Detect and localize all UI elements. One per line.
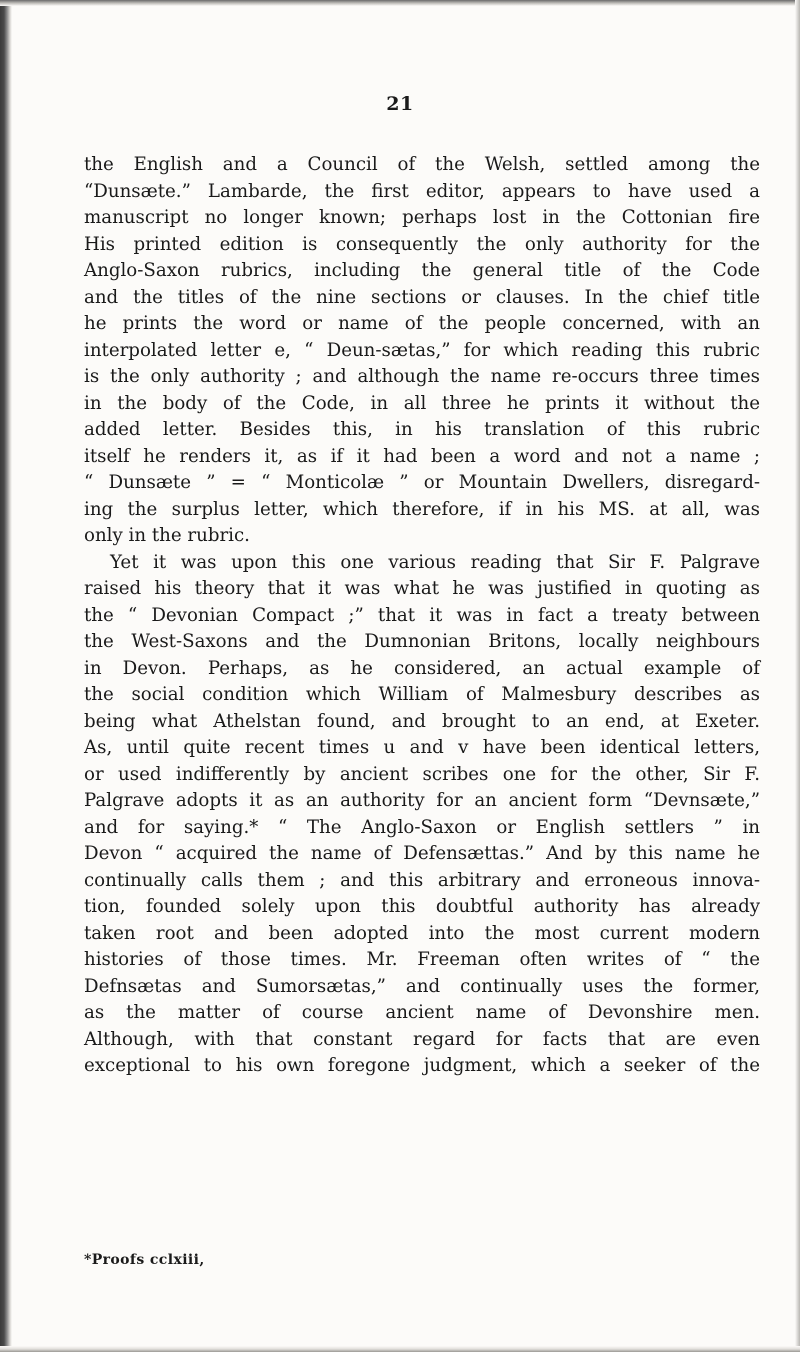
text-line: and the titles of the nine sections or clauses. In the chief title <box>84 286 760 308</box>
text-line: Yet it was upon this one various reading that Sir F. Palgrave <box>110 551 760 573</box>
text-line: only in the rubric. <box>84 525 250 546</box>
text-line: and for saying.* “ The Anglo-Saxon or English settlers ” in <box>84 816 760 838</box>
text-line: continually calls them ; and this arbitrary and erroneous innova- <box>84 869 760 891</box>
text-line: As, until quite recent times u and v have been identical letters, <box>84 737 760 758</box>
text-line: added letter. Besides this, in his translation of this rubric <box>84 419 760 440</box>
text-line: interpolated letter e, “ Deun-sætas,” for which reading this rubric <box>84 339 760 361</box>
text-line: His printed edition is consequently the only authority for the <box>84 233 760 255</box>
text-line: Although, with that constant regard for facts that are even <box>84 1028 760 1050</box>
text-line: as the matter of course ancient name of Devonshire men. <box>84 1002 760 1023</box>
text-line: “Dunsæte.” Lambarde, the first editor, appears to have used a <box>84 180 760 202</box>
text-line: “ Dunsæte ” = “ Monticolæ ” or Mountain Dwellers, disregard- <box>84 472 760 493</box>
text-line: or used indifferently by ancient scribes one for the other, Sir F. <box>84 763 760 785</box>
text-line: histories of those times. Mr. Freeman often writes of “ the <box>84 949 760 970</box>
text-line: Palgrave adopts it as an authority for an ancient form “Devnsæte,” <box>84 790 760 811</box>
page-number: 21 <box>386 93 414 115</box>
text-line: the social condition which William of Malmesbury describes as <box>84 684 760 705</box>
footnote: *Proofs cclxiii, <box>84 1252 205 1268</box>
text-line: Anglo-Saxon rubrics, including the general title of the Code <box>84 260 760 281</box>
text-line: in Devon. Perhaps, as he considered, an actual example of <box>84 657 760 679</box>
right-page-edge <box>795 0 800 1352</box>
binding-edge <box>0 0 12 1352</box>
text-line: in the body of the Code, in all three he prints it without the <box>84 392 760 414</box>
top-page-edge <box>0 0 800 6</box>
text-line: the West-Saxons and the Dumnonian Britons, locally neighbours <box>84 631 760 652</box>
text-line: the “ Devonian Compact ;” that it was in fact a treaty between <box>84 604 760 626</box>
text-line: is the only authority ; and although the name re-occurs three times <box>84 366 760 387</box>
body-text <box>84 152 760 1080</box>
text-line: tion, founded solely upon this doubtful authority has already <box>84 896 760 917</box>
text-line: itself he renders it, as if it had been a word and not a name ; <box>84 445 760 467</box>
text-line: raised his theory that it was what he was justified in quoting as <box>84 578 760 599</box>
text-line: Devon “ acquired the name of Defensættas.” And by this name he <box>84 843 760 864</box>
bottom-page-edge <box>0 1346 800 1352</box>
text-line: manuscript no longer known; perhaps lost in the Cottonian fire <box>84 207 760 228</box>
text-line: Defnsætas and Sumorsætas,” and continually uses the former, <box>84 975 760 997</box>
text-line: exceptional to his own foregone judgment, which a seeker of the <box>84 1055 760 1076</box>
text-line: he prints the word or name of the people concerned, with an <box>84 313 760 334</box>
text-line: being what Athelstan found, and brought to an end, at Exeter. <box>84 710 760 732</box>
text-line: ing the surplus letter, which therefore, if in his MS. at all, was <box>84 498 760 520</box>
text-line: the English and a Council of the Welsh, settled among the <box>84 154 760 175</box>
text-line: taken root and been adopted into the most current modern <box>84 922 760 944</box>
